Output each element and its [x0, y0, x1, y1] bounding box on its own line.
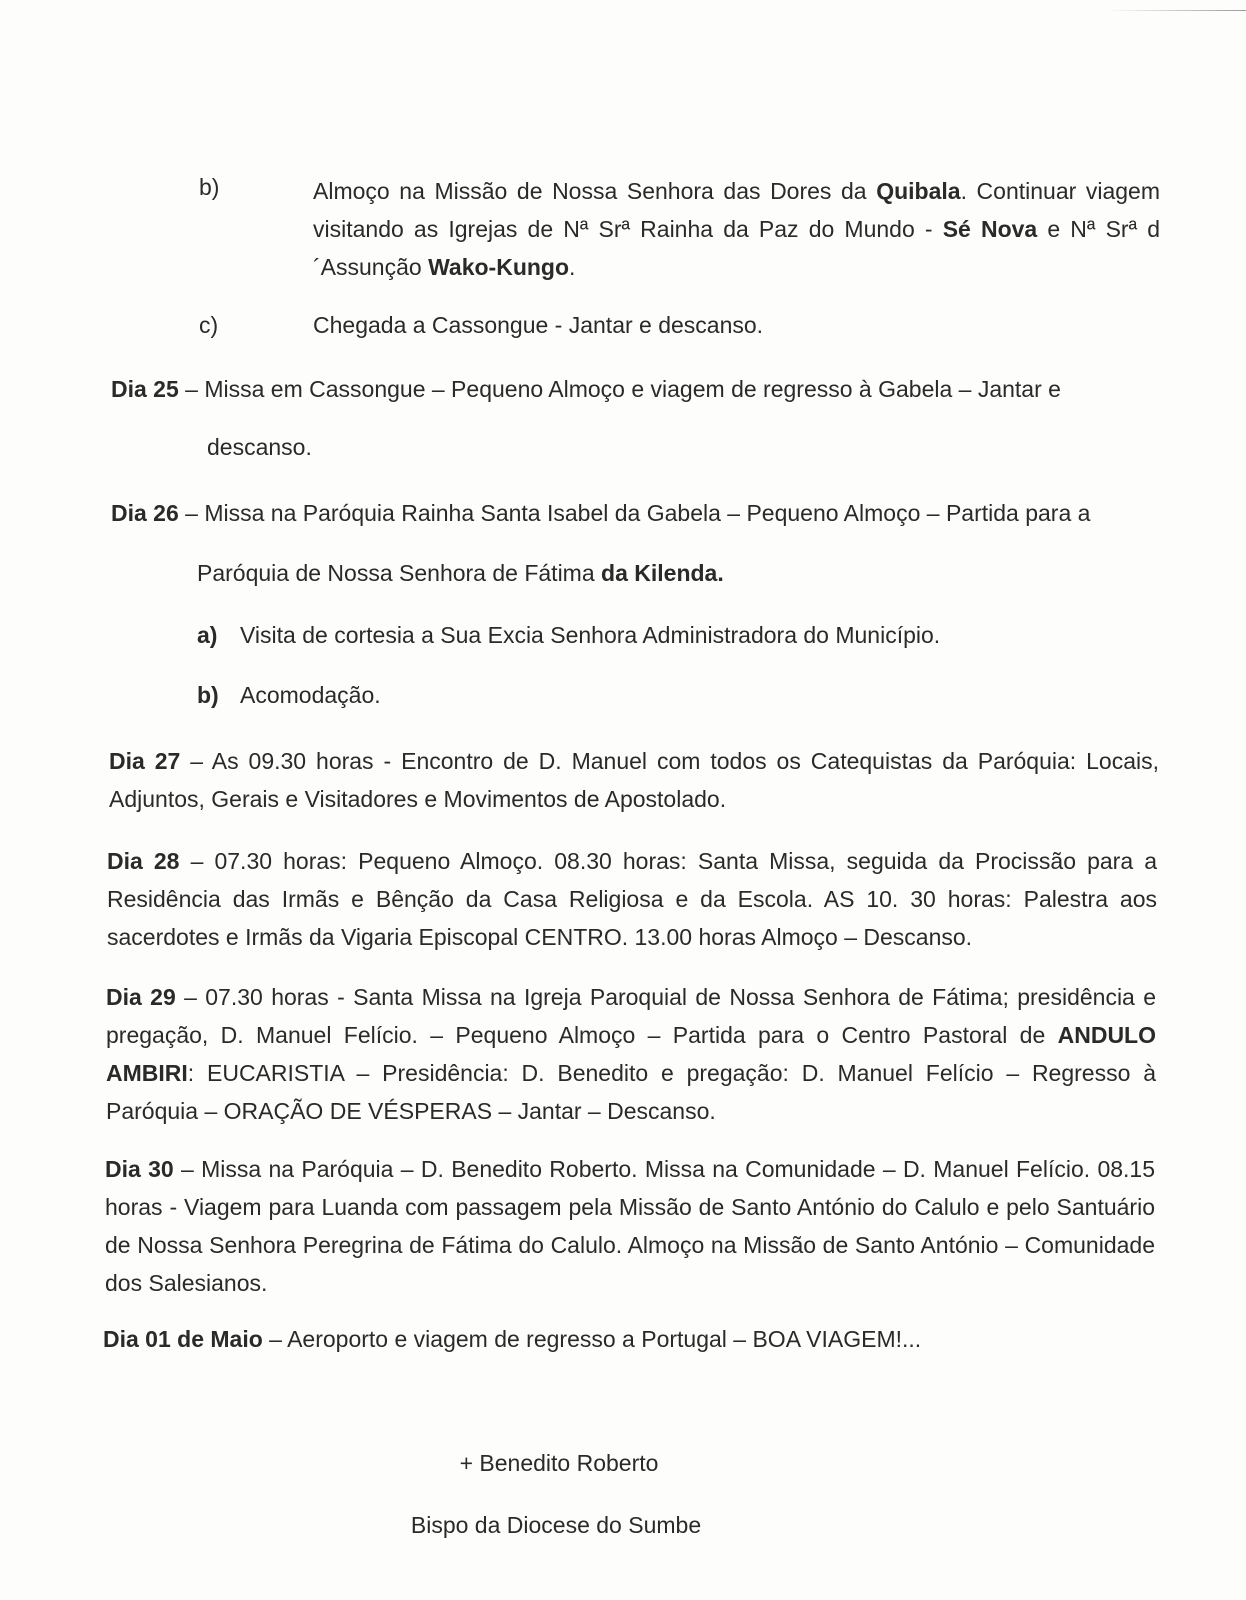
- text-run: .: [569, 254, 576, 280]
- place-se-nova: Sé Nova: [942, 216, 1038, 242]
- day-26-sub-b-text: [240, 676, 1140, 714]
- signature-name: + Benedito Roberto: [459, 1450, 659, 1476]
- text-run: Visita de cortesia a Sua Excia Senhora Administradora do Município.: [240, 622, 941, 648]
- item-label-c: c): [199, 312, 219, 338]
- day-26-label: Dia 26: [111, 500, 179, 526]
- day-26-line1: [111, 494, 1161, 532]
- place-andulo-ambiri: ANDULO AMBIRI: [106, 1022, 1156, 1086]
- day-26-sub-label-a: a): [197, 622, 218, 648]
- place-kilenda: da Kilenda.: [601, 560, 724, 586]
- signature-title: Bispo da Diocese do Sumbe: [410, 1512, 702, 1538]
- day-29-label: Dia 29: [106, 984, 176, 1010]
- text-run: – Missa na Paróquia – D. Benedito Roberto. Missa na Comunidade – D. Manuel Felício. 08.15 horas - Viagem para Luanda com passagem pela Missão de Santo António do Calulo e pelo Santuário de Nossa Senhora Peregrina de Fátima do Calulo. Almoço na Missão de Santo António – Comunidade dos Salesianos.: [105, 1156, 1156, 1296]
- place-quibala: Quibala: [876, 178, 961, 204]
- text-run: – As 09.30 horas - Encontro de D. Manuel com todos os Catequistas da Paróquia: Locais, Adjuntos, Gerais e Visitadores e Movimentos de Apostolado.: [109, 748, 1160, 812]
- day-26-sub-label-b: b): [197, 682, 219, 708]
- text-run: descanso.: [207, 434, 312, 460]
- day-25-line1: [111, 370, 1161, 408]
- item-b-text: [313, 172, 1160, 286]
- text-run: Paróquia de Nossa Senhora de Fátima: [197, 560, 602, 586]
- text-run: – Missa em Cassongue – Pequeno Almoço e viagem de regresso à Gabela – Jantar e: [178, 376, 1061, 402]
- text-run: Acomodação.: [240, 682, 381, 708]
- text-run: Chegada a Cassongue - Jantar e descanso.: [313, 312, 764, 338]
- day-26-line2: [197, 554, 1097, 592]
- text-run: – 07.30 horas: Pequeno Almoço. 08.30 horas: Santa Missa, seguida da Procissão para a Residência das Irmãs e Bênção da Casa Religiosa e da Escola. AS 10. 30 horas: Palestra aos sacerdotes e Irmãs da Vigaria Episcopal CENTRO. 13.00 horas Almoço – Descanso.: [107, 848, 1158, 950]
- day-25-line2: [207, 428, 1107, 466]
- day-27-paragraph: [109, 742, 1159, 818]
- day-28-label: Dia 28: [107, 848, 180, 874]
- scan-edge-line: [1106, 10, 1246, 11]
- text-run: – Missa na Paróquia Rainha Santa Isabel da Gabela – Pequeno Almoço – Partida para a: [178, 500, 1091, 526]
- day-26-sub-a-text: [240, 616, 1140, 654]
- text-run: : EUCARISTIA – Presidência: D. Benedito e pregação: D. Manuel Felício – Regresso à Paróquia – ORAÇÃO DE VÉSPERAS – Jantar – Descanso.: [106, 1060, 1156, 1124]
- item-label-b: b): [199, 174, 220, 200]
- text-run: . Continuar viagem visitando as Igrejas de Nª Srª Rainha da Paz do Mundo -: [313, 178, 1161, 242]
- text-run: Almoço na Missão de Nossa Senhora das Dores da: [313, 178, 877, 204]
- text-run: – 07.30 horas - Santa Missa na Igreja Paroquial de Nossa Senhora de Fátima; presidência e pregação, D. Manuel Felício. – Pequeno Almoço – Partida para o Centro Pastoral de: [106, 984, 1156, 1048]
- place-wako-kungo: Wako-Kungo: [428, 254, 570, 280]
- day-28-paragraph: [107, 842, 1157, 956]
- day-30-paragraph: [105, 1150, 1155, 1302]
- item-c-text: [313, 306, 1160, 344]
- day-30-label: Dia 30: [105, 1156, 174, 1182]
- day-29-paragraph: [106, 978, 1156, 1130]
- day-25-label: Dia 25: [111, 376, 179, 402]
- text-run: – Aeroporto e viagem de regresso a Portugal – BOA VIAGEM!...: [262, 1326, 922, 1352]
- day-01-maio-label: Dia 01 de Maio: [103, 1326, 263, 1352]
- day-01-maio-paragraph: [103, 1320, 1153, 1358]
- text-run: e Nª Srª d´Assunção: [313, 216, 1161, 280]
- day-27-label: Dia 27: [109, 748, 181, 774]
